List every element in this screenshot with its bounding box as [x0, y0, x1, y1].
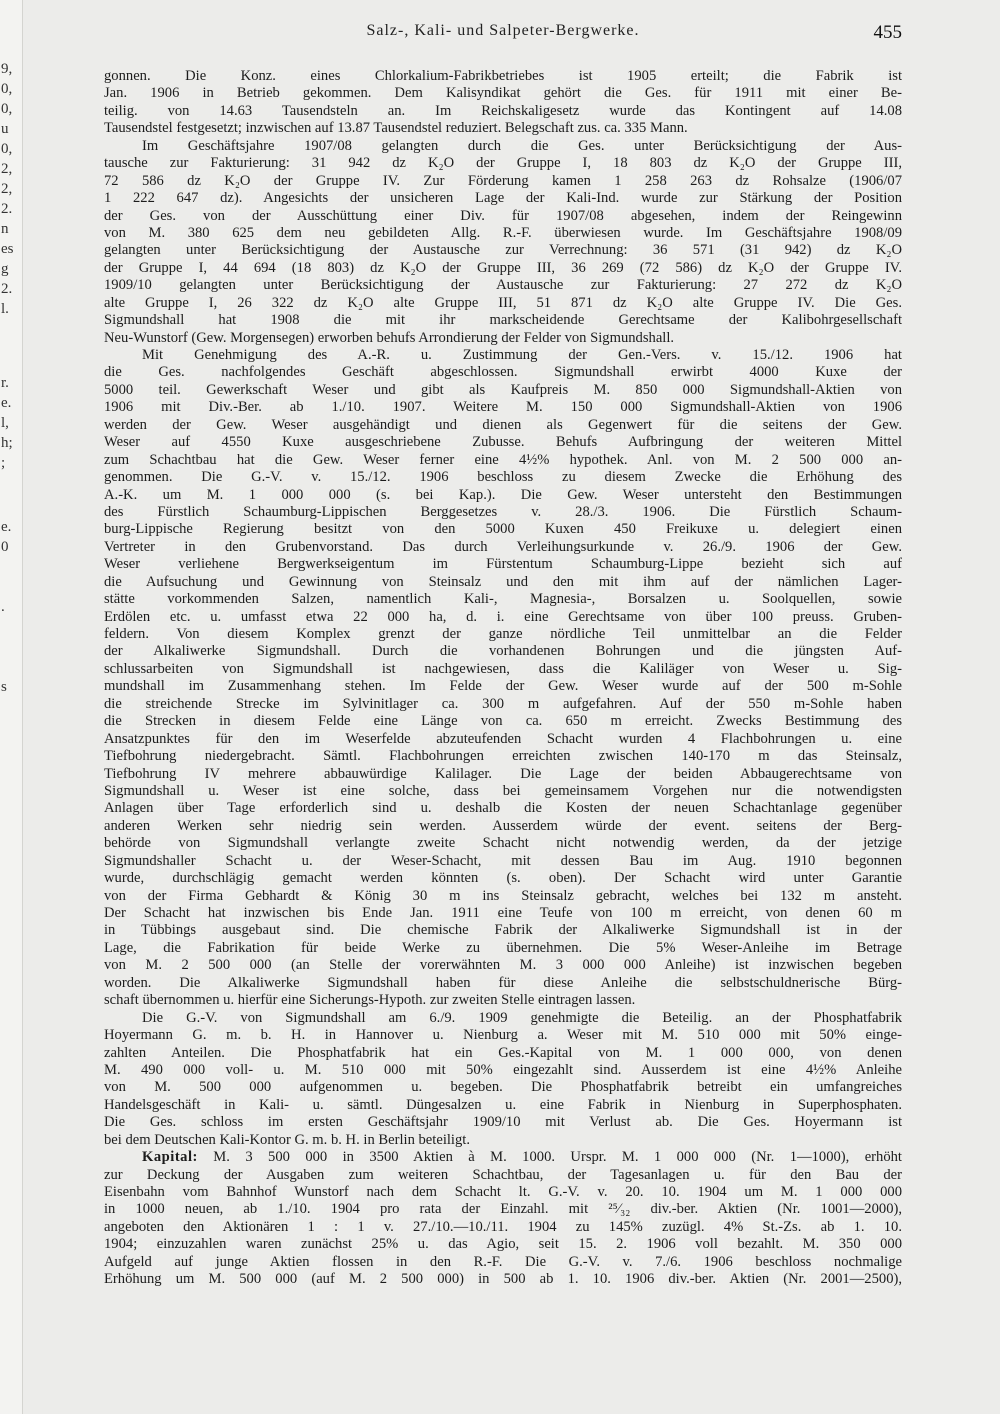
- line-text: mundshall im Zusammenhang stehen. Im Felde der Gew. Weser wurde auf der 500 m-Sohle: [104, 678, 902, 695]
- text-line: [104, 1062, 902, 1079]
- text-line: [104, 1271, 902, 1288]
- text-line: [104, 487, 902, 504]
- margin-fragment: r.: [1, 375, 9, 391]
- line-text: zahlten Anteilen. Die Phosphatfabrik hat ein Ges.-Kapital von M. 1 000 000, von denen: [104, 1044, 902, 1061]
- text-line: [104, 922, 902, 939]
- line-text: 72 586 dz K₂O der Gruppe IV. Zur Förderung kamen 1 258 263 dz Rohsalze (1906/07: [104, 172, 902, 189]
- line-text: angeboten den Aktionären 1 : 1 v. 27./10.—10./11. 1904 zu 145% zuzügl. 4% St.-Zs. ab 1. 10.: [104, 1218, 902, 1235]
- margin-fragment: ;: [1, 455, 6, 471]
- text-line: [104, 678, 902, 695]
- margin-fragment: e.: [1, 395, 12, 411]
- text-line: [104, 1254, 902, 1271]
- line-text: Vertreter in den Grubenvorstand. Das durch Verleihungsurkunde v. 26./9. 1906 der Gew.: [104, 538, 902, 555]
- line-text: zum Schachtbau hat die Gew. Weser ferner eine 4½% hypothek. Anl. von M. 2 500 000 an-: [104, 451, 902, 468]
- text-line: [104, 347, 902, 364]
- line-text: feldern. Von diesem Komplex grenzt der ganze nördliche Teil unmittelbar an die Felder: [104, 626, 902, 642]
- line-text: Weser auf 4550 Kuxe ausgeschriebene Zubusse. Behufs Aufbringung der weiteren Mittel: [104, 434, 902, 451]
- text-line: [104, 173, 902, 190]
- line-text: der Ges. von der Ausschüttung einer Div. für 1907/08 abgesehen, indem der Reingewinn: [104, 207, 902, 224]
- text-line: [104, 905, 902, 922]
- text-line: [104, 138, 902, 155]
- text-line: [104, 190, 902, 207]
- line-text: werden der Gew. Weser ausgehändigt und dienen als Gegenwert für die seitens der Gew.: [104, 416, 902, 433]
- text-line: [104, 940, 902, 957]
- line-text: alte Gruppe I, 26 322 dz K₂O alte Gruppe III, 51 871 dz K₂O alte Gruppe IV. Die Ges.: [104, 294, 902, 311]
- text-line: [104, 609, 902, 626]
- line-text: von M. 380 625 dem neu gebildeten Allg. R.-F. überwiesen wurde. Im Geschäftsjahre 1908/09: [104, 224, 902, 241]
- line-text: Tiefbohrung niedergebracht. Sämtl. Flachbohrungen erreichten zwischen 140-170 m das Steinsalz,: [104, 748, 902, 765]
- line-text: worden. Die Alkaliwerke Sigmundshall haben für diese Anleihe die selbstschuldnerische Bürg-: [104, 974, 902, 991]
- text-line: [104, 68, 902, 85]
- line-text: bei dem Deutschen Kali-Kontor G. m. b. H. in Berlin beteiligt.: [104, 1131, 470, 1148]
- text-line: [104, 975, 902, 992]
- text-line: [104, 853, 902, 870]
- text-line: [104, 766, 902, 783]
- text-line: [104, 800, 902, 817]
- text-line: [104, 888, 902, 905]
- text-line: [104, 818, 902, 835]
- margin-fragment: l.: [1, 301, 9, 317]
- text-line: [104, 1010, 902, 1027]
- text-line: [104, 1219, 902, 1236]
- adjacent-page-margin: [0, 0, 23, 1414]
- text-line: [104, 661, 902, 678]
- text-line: [104, 957, 902, 974]
- margin-fragment: 0,: [1, 81, 13, 97]
- text-line: [104, 1114, 902, 1131]
- text-line: [104, 208, 902, 225]
- line-text: die Ges. nachfolgendes Geschäft abgeschlossen. Sigmundshall erwirbt 4000 Kuxe der: [104, 364, 902, 381]
- line-text: burg-Lippische Regierung besitzt von den 5000 Kuxen 450 Freikuxe u. delegiert einen: [104, 521, 902, 538]
- line-text: Mit Genehmigung des A.-R. u. Zustimmung der Gen.-Vers. v. 15./12. 1906 hat: [142, 347, 902, 363]
- text-line: [104, 225, 902, 242]
- text-line: [104, 591, 902, 608]
- margin-fragment: 9,: [1, 61, 13, 77]
- text-line: [104, 504, 902, 521]
- line-text: anderen Werken sehr niedrig sein werden. Ausserdem würde der event. seitens der Berg-: [104, 817, 902, 834]
- line-text: Erdölen etc. u. umfasst etwa 22 000 ha, d. i. eine Gerechtsame von über 100 preuss. Gruben-: [104, 608, 902, 625]
- line-text: teilig. von 14.63 Tausendsteln an. Im Reichskaligesetz wurde das Kontingent auf 14.08: [104, 102, 902, 119]
- text-line: [104, 399, 902, 416]
- line-text: gonnen. Die Konz. eines Chlorkalium-Fabrikbetriebes ist 1905 erteilt; die Fabrik ist: [104, 68, 902, 84]
- text-line: [104, 242, 902, 259]
- text-line: [104, 1236, 902, 1253]
- line-text: tausche zur Fakturierung: 31 942 dz K₂O der Gruppe I, 18 803 dz K₂O der Gruppe III,: [104, 155, 902, 172]
- line-text: Sigmundshall hat 1908 die mit ihr markscheidende Gerechtsame der Kalibohrgesellschaft: [104, 312, 902, 329]
- page-header: [104, 22, 902, 46]
- text-line: [104, 1079, 902, 1096]
- running-head: Salz-, Kali- und Salpeter-Bergwerke.: [366, 22, 640, 39]
- margin-fragment: 0: [1, 539, 9, 555]
- page-number: 455: [873, 22, 902, 43]
- line-text: Tausendstel festgesetzt; inzwischen auf 13.87 Tausendstel reduziert. Belegschaft zus. ca. 335 Mann.: [104, 120, 688, 137]
- margin-fragment: 2.: [1, 281, 13, 297]
- margin-fragment: 2,: [1, 161, 13, 177]
- text-line: [104, 748, 902, 765]
- line-text: Eisenbahn vom Bahnhof Wunstorf nach dem Schacht lt. G.-V. v. 20. 10. 1904 um M. 1 000 000: [104, 1184, 902, 1200]
- text-line: [104, 452, 902, 469]
- margin-fragment: 2,: [1, 181, 13, 197]
- line-text: M. 490 000 voll- u. M. 510 000 mit 50% eingezahlt sind. Ausserdem ist eine 4½% Anleihe: [104, 1061, 902, 1078]
- line-text: Hoyermann G. m. b. H. in Hannover u. Nienburg a. Weser mit M. 510 000 mit 50% einge-: [104, 1027, 902, 1044]
- section-lead: Kapital:: [142, 1149, 198, 1166]
- text-line: [104, 120, 902, 137]
- text-line: [104, 434, 902, 451]
- text-line: [104, 835, 902, 852]
- text-line: [104, 1045, 902, 1062]
- text-line: [104, 521, 902, 538]
- line-text: von der Firma Gebhardt & König 30 m ins Steinsalz gebracht, welches bei 132 m ansteht.: [104, 887, 902, 904]
- margin-fragment: 2.: [1, 201, 13, 217]
- line-text: Erhöhung um M. 500 000 (auf M. 2 500 000) in 500 ab 1. 10. 1906 div.-ber. Aktien (Nr. 2001—2500),: [104, 1271, 902, 1288]
- text-line: [104, 731, 902, 748]
- line-text: 1904; einzuzahlen waren zunächst 25% u. das Agio, seit 15. 2. 1906 voll bezahlt. M. 350 000: [104, 1236, 902, 1253]
- line-text: behörde von Sigmundshall verlangte zweite Schacht nicht notwendig werden, da der jetzige: [104, 835, 902, 852]
- text-line: [104, 556, 902, 573]
- line-text: des Fürstlich Schaumburg-Lippischen Berggesetzes v. 28./3. 1906. Die Fürstlich Schaum-: [104, 503, 902, 520]
- margin-fragment: 0,: [1, 141, 13, 157]
- text-line: [104, 1132, 902, 1149]
- line-text: Aufgeld auf junge Aktien flossen in den R.-F. Die G.-V. v. 7./6. 1906 beschloss nochmalige: [104, 1253, 902, 1270]
- line-text: M. 3 500 000 in 3500 Aktien à M. 1000. Urspr. M. 1 000 000 (Nr. 1—1000), erhöht: [213, 1149, 902, 1166]
- text-line: [104, 1201, 902, 1218]
- line-text: wurde, durchschlägig gemacht werden könnten (s. oben). Der Schacht wird unter Garantie: [104, 870, 902, 887]
- text-line: [104, 1167, 902, 1184]
- margin-fragment: u: [1, 121, 9, 137]
- line-text: stätte vorkommenden Salzen, namentlich Kali-, Magnesia-, Borsalzen u. Soolquellen, sowie: [104, 591, 902, 608]
- line-text: in Tübbings ausgebaut sind. Die chemische Fabrik der Alkaliwerke Sigmundshall ist in der: [104, 922, 902, 939]
- margin-fragment: g: [1, 261, 9, 277]
- line-text: von M. 500 000 aufgenommen u. begeben. Die Phosphatfabrik betreibt ein umfangreiches: [104, 1079, 902, 1096]
- text-line: [104, 574, 902, 591]
- text-line: [104, 469, 902, 486]
- margin-fragment: l,: [1, 415, 9, 431]
- text-line: [104, 85, 902, 102]
- text-line: [104, 539, 902, 556]
- text-line: [104, 417, 902, 434]
- margin-fragment: es: [1, 241, 14, 257]
- line-text: Sigmundshaller Schacht u. der Weser-Schacht, mit dessen Bau im Aug. 1910 begonnen: [104, 852, 902, 869]
- text-line: [104, 992, 902, 1009]
- line-text: Im Geschäftsjahre 1907/08 gelangten durch die Ges. unter Berücksichtigung der Aus-: [142, 137, 902, 154]
- line-text: in 1000 neuen, ab 1./10. 1904 pro rata der Einzahl. mit ²⁵⁄₃₂ div.-ber. Aktien (Nr. 1001—2000),: [104, 1201, 902, 1218]
- line-text: von M. 2 500 000 (an Stelle der vorerwähnten M. 3 000 000 Anleihe) ist inzwischen begeben: [104, 957, 902, 974]
- margin-fragment: n: [1, 221, 9, 237]
- line-text: schaft übernommen u. hierfür eine Sicherungs-Hypoth. zur zweiten Stelle eintragen lassen.: [104, 992, 636, 1009]
- margin-fragment: e.: [1, 519, 12, 535]
- margin-fragment: .: [1, 599, 5, 615]
- text-line: [104, 260, 902, 277]
- line-text: Handelsgeschäft in Kali- u. sämtl. Düngesalzen u. eine Fabrik in Nienburg in Superphosphaten.: [104, 1096, 902, 1113]
- line-text: A.-K. um M. 1 000 000 (s. bei Kap.). Die Gew. Weser untersteht den Bestimmungen: [104, 486, 902, 503]
- line-text: Lage, die Fabrikation für beide Werke zu übernehmen. Die 5% Weser-Anleihe im Betrage: [104, 939, 902, 956]
- line-text: Jan. 1906 in Betrieb gekommen. Dem Kalisyndikat gehört die Ges. für 1911 mit einer Be-: [104, 85, 902, 102]
- margin-fragment: 0,: [1, 101, 13, 117]
- text-line: [104, 696, 902, 713]
- line-text: der Alkaliwerke Sigmundshall. Durch die vorhandenen Bohrungen und die jüngsten Auf-: [104, 643, 902, 660]
- text-line: [104, 364, 902, 381]
- text-line: [104, 330, 902, 347]
- line-text: 1909/10 gelangten unter Berücksichtigung der Austausche zur Fakturierung: 27 272 dz K₂O: [104, 277, 902, 294]
- text-line: [104, 713, 902, 730]
- line-text: die streichende Strecke im Sylvinitlager ca. 300 m aufgefahren. Auf der 550 m-Sohle haben: [104, 695, 902, 712]
- line-text: Die G.-V. von Sigmundshall am 6./9. 1909 genehmigte die Beteilig. an der Phosphatfabrik: [142, 1009, 902, 1026]
- body-text: [104, 68, 902, 1289]
- line-text: 1906 mit Div.-Ber. ab 1./10. 1907. Weitere M. 150 000 Sigmundshall-Aktien von 1906: [104, 399, 902, 416]
- line-text: Anlagen über Tage erforderlich sind u. deshalb die Kosten der neuen Schachtanlage gegenüber: [104, 800, 902, 817]
- text-line: [104, 1027, 902, 1044]
- margin-fragment: s: [1, 679, 7, 695]
- line-text: Weser verliehene Bergwerkseigentum im Fürstentum Schaumburg-Lippe bezieht sich auf: [104, 556, 902, 573]
- line-text: die Aufsuchung und Gewinnung von Steinsalz und den mit ihm auf der nämlichen Lager-: [104, 573, 902, 590]
- line-text: Ansatzpunktes für den im Weserfelde abzuteufenden Schacht wurden 4 Flachbohrungen u. eine: [104, 730, 902, 747]
- line-text: zur Deckung der Ausgaben zum weiteren Schachtbau, der Tagesanlagen u. für den Bau der: [104, 1166, 902, 1183]
- text-line: [104, 103, 902, 120]
- line-text: Neu-Wunstorf (Gew. Morgensegen) erworben behufs Arrondierung der Felder von Sigmundshall.: [104, 329, 675, 346]
- text-line: [104, 155, 902, 172]
- line-text: die Strecken in diesem Felde eine Länge von ca. 650 m erreicht. Zwecks Bestimmung des: [104, 713, 902, 730]
- text-line: [104, 295, 902, 312]
- text-line: [104, 277, 902, 294]
- text-line: [104, 626, 902, 643]
- text-line: [104, 1149, 902, 1166]
- text-line: [104, 783, 902, 800]
- line-text: gelangten unter Berücksichtigung der Austausche zur Verrechnung: 36 571 (31 942) dz K₂O: [104, 242, 902, 259]
- text-line: [104, 1097, 902, 1114]
- text-line: [104, 643, 902, 660]
- line-text: Die Ges. schloss im ersten Geschäftsjahr 1909/10 mit Verlust ab. Die Ges. Hoyermann ist: [104, 1114, 902, 1131]
- line-text: Sigmundshall u. Weser ist eine solche, dass bei gemeinsamem Vorgehen nur die notwendigsten: [104, 782, 902, 799]
- text-line: [104, 382, 902, 399]
- line-text: genommen. Die G.-V. v. 15./12. 1906 beschloss zu diesem Zwecke die Erhöhung des: [104, 469, 902, 486]
- line-text: schlussarbeiten von Sigmundshall ist nachgewiesen, dass die Kaliläger von Weser u. Sig-: [104, 660, 902, 677]
- line-text: der Gruppe I, 44 694 (18 803) dz K₂O der Gruppe III, 36 269 (72 586) dz K₂O der Gruppe IV.: [104, 259, 902, 276]
- text-line: [104, 312, 902, 329]
- line-text: Der Schacht hat inzwischen bis Ende Jan. 1911 eine Teufe von 100 m erreicht, von denen 60 m: [104, 905, 902, 921]
- text-line: [104, 1184, 902, 1201]
- line-text: 1 222 647 dz). Angesichts der unsicheren Lage der Kali-Ind. wurde zur Stärkung der Position: [104, 190, 902, 207]
- line-text: Tiefbohrung IV mehrere abbauwürdige Kalilager. Die Lage der beiden Abbaugerechtsame von: [104, 765, 902, 782]
- line-text: 5000 teil. Gewerkschaft Weser und gibt als Kaufpreis M. 850 000 Sigmundshall-Aktien von: [104, 381, 902, 398]
- margin-fragment: h;: [1, 435, 13, 451]
- text-line: [104, 870, 902, 887]
